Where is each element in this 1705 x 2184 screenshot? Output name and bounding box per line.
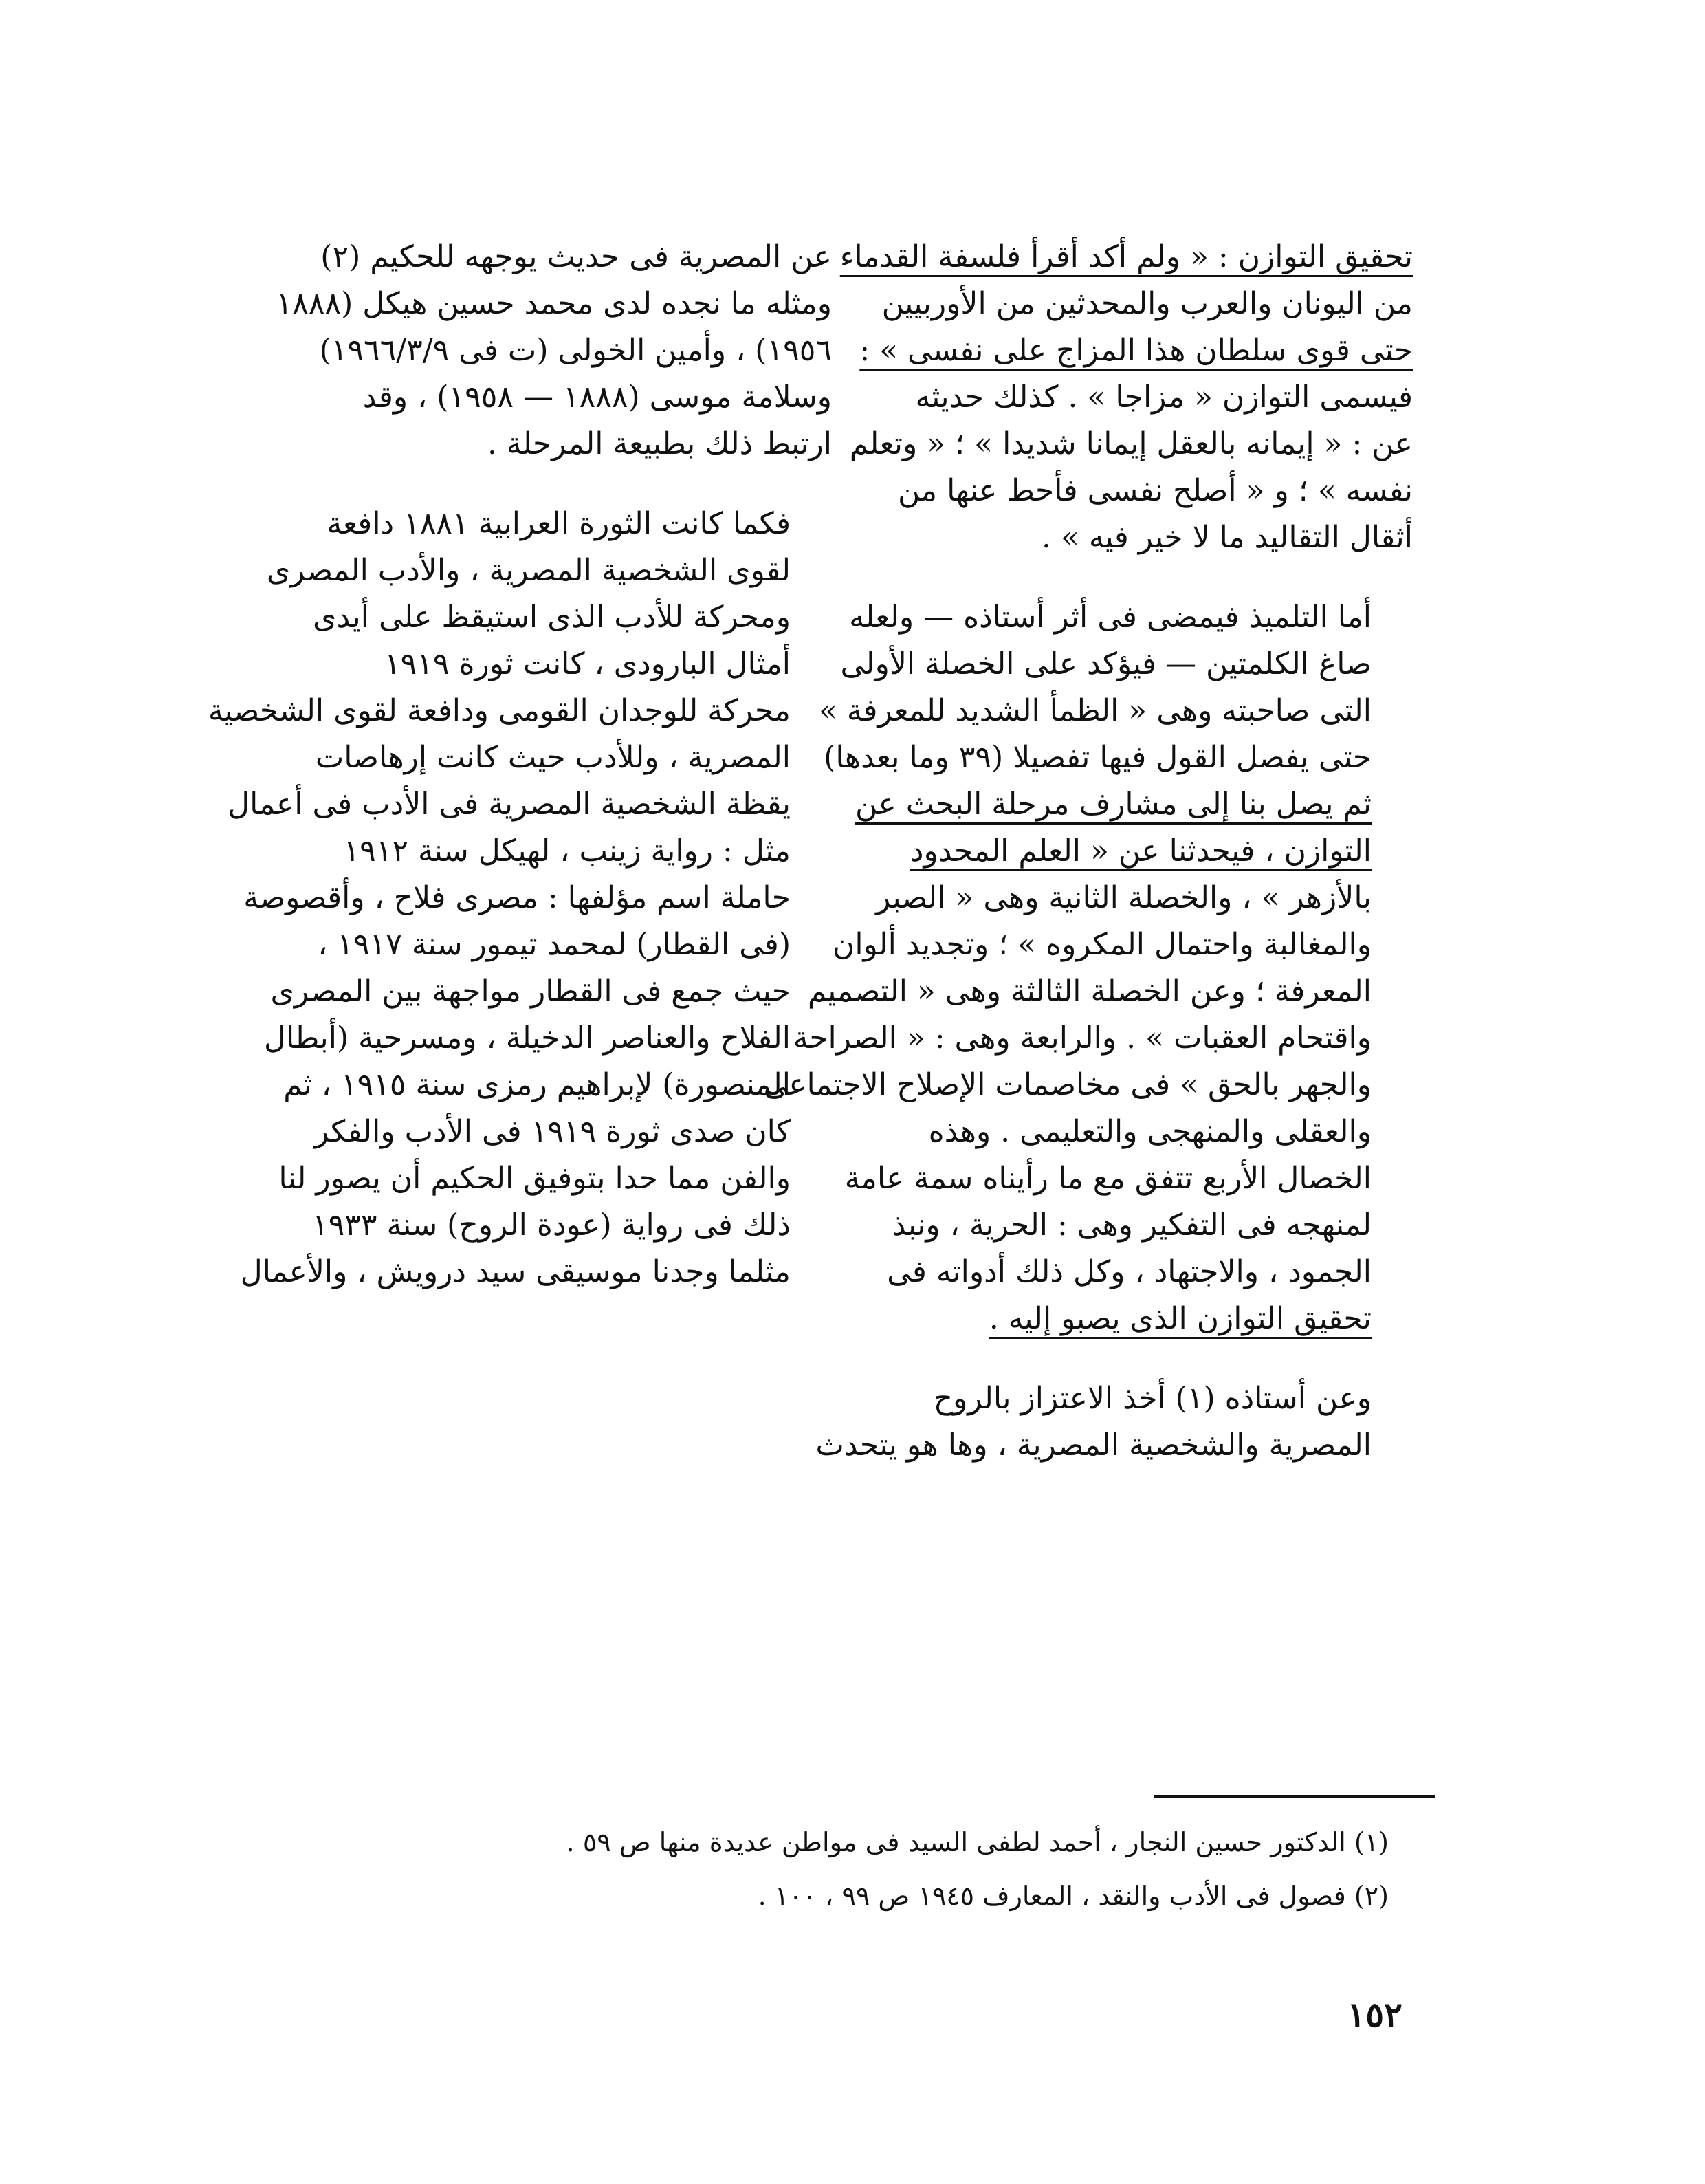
text-line: حيث جمع فى القطار مواجهة بين المصرى — [270, 974, 791, 1009]
text-line: مثلما وجدنا موسيقى سيد درويش ، والأعمال — [240, 1254, 791, 1289]
text-line: أثقال التقاليد ما لا خير فيه » . — [1042, 520, 1413, 555]
text-line: والفن مما حدا بتوفيق الحكيم أن يصور لنا — [278, 1161, 791, 1196]
text-line: ومحركة للأدب الذى استيقظ على أيدى — [313, 600, 791, 635]
paragraph — [763, 594, 1413, 1342]
right-column — [763, 234, 1413, 1469]
text-line: بالأزهر » ، والخصلة الثانية وهى « الصبر — [876, 880, 1372, 915]
text-line: ثم يصل بنا إلى مشارف مرحلة البحث عن — [855, 787, 1372, 822]
text-line: ارتبط ذلك بطبيعة المرحلة . — [487, 426, 832, 461]
text-line: لمنهجه فى التفكير وهى : الحرية ، ونبذ — [892, 1208, 1372, 1243]
text-line: تحقيق التوازن : « ولم أكد أقرأ فلسفة القدماء — [839, 239, 1413, 274]
text-line: من اليونان والعرب والمحدثين من الأوربيين — [881, 286, 1413, 321]
text-line: يقظة الشخصية المصرية فى الأدب فى أعمال — [228, 787, 791, 822]
text-line: محركة للوجدان القومى ودافعة لقوى الشخصية — [208, 693, 791, 728]
text-line: حاملة اسم مؤلفها : مصرى فلاح ، وأقصوصة — [243, 880, 791, 915]
text-line: حتى قوى سلطان هذا المزاج على نفسى » : — [859, 333, 1413, 368]
text-line: والمغالبة واحتمال المكروه » ؛ وتجديد ألوان — [833, 927, 1372, 962]
left-column — [208, 234, 832, 1296]
text-line: أمثال البارودى ، كانت ثورة ١٩١٩ — [384, 646, 791, 681]
text-line: المصرية ، وللأدب حيث كانت إرهاصات — [315, 740, 791, 775]
text-line: عن : « إيمانه بالعقل إيمانا شديدا » ؛ « وتعلم — [849, 426, 1413, 461]
text-line: المصرية والشخصية المصرية ، وها هو يتحدث — [815, 1428, 1372, 1463]
text-line: المنصورة) لإبراهيم رمزى سنة ١٩١٥ ، ثم — [283, 1067, 791, 1102]
text-line: واقتحام العقبات » . والرابعة وهى : « الصراحة — [793, 1020, 1372, 1056]
text-line: حتى يفصل القول فيها تفصيلا (٣٩ وما بعدها) — [824, 740, 1372, 775]
footnote-2: (٢) فصول فى الأدب والنقد ، المعارف ١٩٤٥ ص ٩٩ ، ١٠٠ . — [758, 1881, 1389, 1911]
text-line: عن المصرية فى حديث يوجهه للحكيم (٢) — [320, 239, 832, 274]
page-number: ١٥٢ — [1347, 1994, 1402, 2035]
text-line: الخصال الأربع تتفق مع ما رأيناه سمة عامة — [844, 1161, 1372, 1196]
text-line: فيسمى التوازن « مزاجا » . كذلك حديثه — [915, 380, 1413, 415]
text-line: (فى القطار) لمحمد تيمور سنة ١٩١٧ ، — [318, 927, 791, 962]
text-line: ذلك فى رواية (عودة الروح) سنة ١٩٣٣ — [311, 1208, 791, 1243]
text-line: التوازن ، فيحدثنا عن « العلم المحدود — [910, 833, 1372, 869]
text-line: التى صاحبته وهى « الظمأ الشديد للمعرفة » — [819, 693, 1372, 728]
text-line: ١٩٥٦) ، وأمين الخولى (ت فى ١٩٦٦/٣/٩) — [319, 333, 832, 368]
text-line: والجهر بالحق » فى مخاصمات الإصلاح الاجتماعى — [763, 1067, 1372, 1102]
text-line: مثل : رواية زينب ، لهيكل سنة ١٩١٢ — [343, 833, 791, 869]
paragraph — [276, 234, 832, 468]
text-line: لقوى الشخصية المصرية ، والأدب المصرى — [266, 553, 791, 588]
text-line: صاغ الكلمتين — فيؤكد على الخصلة الأولى — [840, 646, 1372, 681]
text-line: وعن أستاذه (١) أخذ الاعتزاز بالروح — [933, 1381, 1372, 1416]
text-line: تحقيق التوازن الذى يصبو إليه . — [989, 1301, 1372, 1336]
footnotes — [495, 1815, 1389, 1923]
text-line: نفسه » ؛ و « أصلح نفسى فأحط عنها من — [898, 473, 1413, 508]
footnote-divider — [1154, 1795, 1436, 1798]
text-line: أما التلميذ فيمضى فى أثر أستاذه — ولعله — [849, 600, 1372, 635]
text-line: كان صدى ثورة ١٩١٩ فى الأدب والفكر — [314, 1114, 791, 1149]
paragraph — [815, 1375, 1413, 1469]
text-line: الفلاح والعناصر الدخيلة ، ومسرحية (أبطال — [264, 1020, 791, 1056]
text-line: وسلامة موسى (١٨٨٨ — ١٩٥٨) ، وقد — [362, 380, 832, 415]
text-line: ومثله ما نجده لدى محمد حسين هيكل (١٨٨٨ — [276, 286, 832, 321]
text-line: والعقلى والمنهجى والتعليمى . وهذه — [928, 1114, 1372, 1149]
footnote-1: (١) الدكتور حسين النجار ، أحمد لطفى السيد فى مواطن عديدة منها ص ٥٩ . — [566, 1827, 1389, 1857]
text-line: الجمود ، والاجتهاد ، وكل ذلك أدواته فى — [887, 1254, 1372, 1289]
paragraph — [208, 501, 832, 1296]
text-line: فكما كانت الثورة العرابية ١٨٨١ دافعة — [327, 506, 791, 541]
text-line: المعرفة ؛ وعن الخصلة الثالثة وهى « التصميم — [807, 974, 1372, 1009]
paragraph — [839, 234, 1413, 561]
